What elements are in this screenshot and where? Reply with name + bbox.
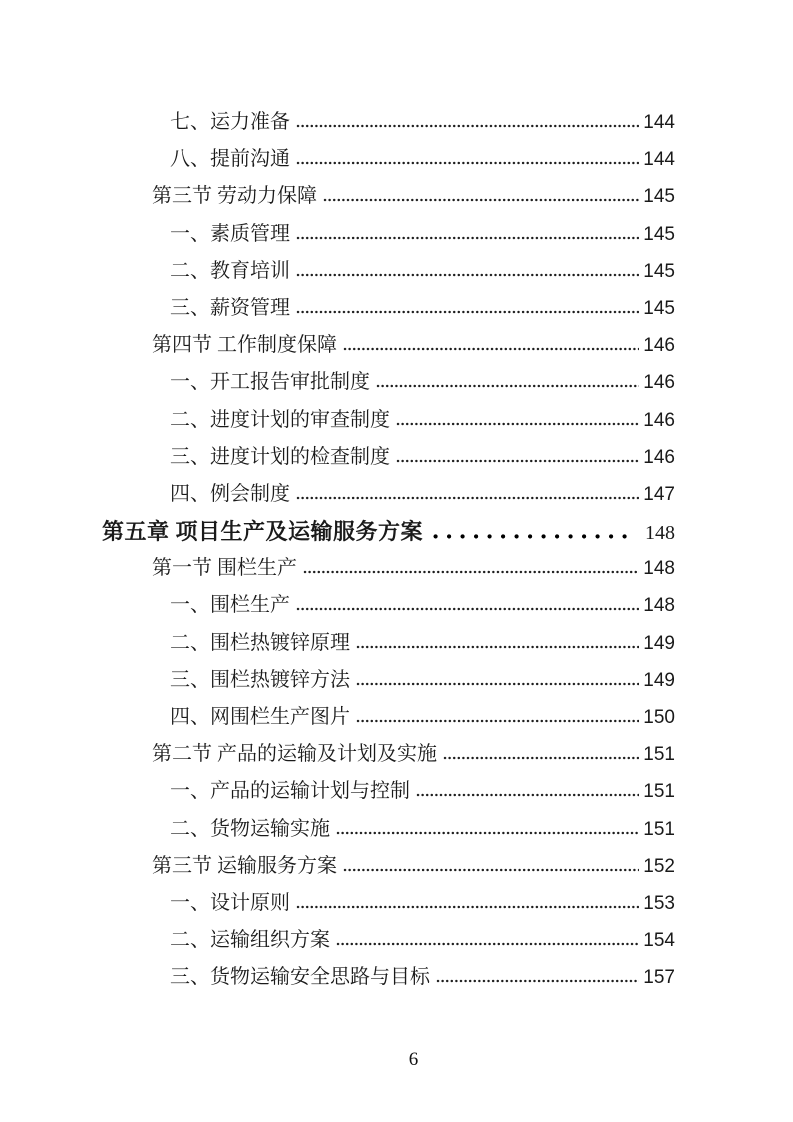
toc-entry-page-number: 152: [643, 855, 675, 877]
dot-leader: [356, 682, 639, 686]
toc-entry-item[interactable]: [102, 811, 675, 848]
toc-entry-page-number: 148: [643, 595, 675, 617]
dot-leader: [296, 905, 639, 909]
dot-leader: [336, 831, 639, 835]
toc-entry-section[interactable]: [102, 327, 675, 364]
toc-entry-page-number: 148: [643, 558, 675, 580]
toc-entry-page-number: 154: [643, 930, 675, 952]
toc-entry-label: 第五章 项目生产及运输服务方案: [102, 519, 424, 545]
toc-entry-label: 第三节 运输服务方案: [152, 854, 337, 877]
toc-entry-page-number: 144: [643, 112, 675, 133]
toc-entry-section[interactable]: [102, 736, 675, 773]
toc-entry-item[interactable]: [102, 662, 675, 699]
toc-entry-label: 第二节 产品的运输及计划及实施: [152, 743, 437, 766]
toc-entry-item[interactable]: [102, 587, 675, 624]
toc-entry-label: 一、围栏生产: [170, 594, 290, 617]
toc-entry-label: 八、提前沟通: [170, 148, 290, 171]
toc-entry-item[interactable]: [102, 699, 675, 736]
toc-entry-label: 三、进度计划的检查制度: [170, 445, 390, 468]
dot-leader: [296, 161, 639, 165]
toc-entry-label: 一、开工报告审批制度: [170, 371, 370, 394]
toc-entry-page-number: 145: [643, 223, 675, 245]
toc-entry-item[interactable]: [102, 922, 675, 959]
toc-entry-item[interactable]: [102, 253, 675, 290]
toc-entry-item[interactable]: [102, 141, 675, 178]
toc-entry-label: 第四节 工作制度保障: [152, 334, 337, 357]
toc-entry-item[interactable]: [102, 104, 675, 141]
toc-entry-page-number: 147: [643, 483, 675, 505]
dot-leader: [323, 198, 639, 202]
toc-entry-page-number: 145: [643, 297, 675, 319]
toc-entry-page-number: 146: [643, 409, 675, 431]
toc-entry-item[interactable]: [102, 625, 675, 662]
toc-entry-item[interactable]: [102, 476, 675, 513]
dot-leader: [433, 534, 633, 539]
toc-entry-page-number: 149: [643, 632, 675, 654]
toc-entry-page-number: 153: [643, 892, 675, 914]
dot-leader: [436, 979, 639, 983]
toc-entry-label: 三、薪资管理: [170, 296, 290, 319]
dot-leader: [296, 273, 639, 277]
toc-entry-label: 三、货物运输安全思路与目标: [170, 966, 430, 989]
toc-entry-page-number: 144: [643, 149, 675, 171]
toc-entry-label: 一、素质管理: [170, 222, 290, 245]
toc-entry-page-number: 146: [643, 446, 675, 468]
toc-entry-item[interactable]: [102, 773, 675, 810]
dot-leader: [443, 756, 639, 760]
toc-entry-label: 二、运输组织方案: [170, 929, 330, 952]
dot-leader: [343, 868, 639, 872]
toc-entry-label: 七、运力准备: [170, 111, 290, 133]
toc-entry-label: 第三节 劳动力保障: [152, 185, 317, 208]
toc-entry-page-number: 151: [643, 781, 675, 803]
dot-leader: [356, 645, 639, 649]
toc-entry-label: 三、围栏热镀锌方法: [170, 668, 350, 691]
toc-entry-page-number: 148: [645, 522, 675, 545]
toc-entry-label: 二、围栏热镀锌原理: [170, 631, 350, 654]
toc-entry-label: 一、产品的运输计划与控制: [170, 780, 410, 803]
toc-entry-item[interactable]: [102, 439, 675, 476]
dot-leader: [396, 422, 639, 426]
toc-entry-label: 第一节 围栏生产: [152, 557, 297, 580]
dot-leader: [296, 496, 639, 500]
toc-entry-item[interactable]: [102, 402, 675, 439]
dot-leader: [296, 607, 639, 611]
toc-entry-item[interactable]: [102, 216, 675, 253]
toc-entry-label: 二、教育培训: [170, 259, 290, 282]
dot-leader: [396, 459, 639, 463]
dot-leader: [336, 942, 639, 946]
dot-leader: [356, 719, 639, 723]
toc-entry-label: 二、进度计划的审查制度: [170, 408, 390, 431]
toc-entry-item[interactable]: [102, 885, 675, 922]
toc-entry-section[interactable]: [102, 550, 675, 587]
toc-entry-page-number: 157: [643, 967, 675, 989]
dot-leader: [296, 310, 639, 314]
toc-entry-item[interactable]: [102, 290, 675, 327]
toc-entry-chapter[interactable]: [102, 513, 675, 550]
toc-entry-section[interactable]: [102, 178, 675, 215]
toc-entry-page-number: 151: [643, 818, 675, 840]
toc-entry-page-number: 146: [643, 372, 675, 394]
toc-entry-page-number: 150: [643, 707, 675, 728]
toc-entry-page-number: 146: [643, 335, 675, 357]
toc-entry-page-number: 145: [643, 186, 675, 208]
toc-entry-label: 一、设计原则: [170, 891, 290, 914]
dot-leader: [303, 570, 639, 574]
toc-entry-item[interactable]: [102, 959, 675, 996]
toc-entry-page-number: 145: [643, 260, 675, 282]
footer-page-number: 6: [408, 1049, 419, 1070]
toc-entry-item[interactable]: [102, 364, 675, 401]
toc-entry-label: 二、货物运输实施: [170, 817, 330, 840]
dot-leader: [343, 347, 639, 351]
toc-entry-section[interactable]: [102, 848, 675, 885]
toc-entry-page-number: 149: [643, 669, 675, 691]
dot-leader: [376, 384, 639, 388]
table-of-contents: [102, 104, 675, 997]
toc-entry-label: 四、例会制度: [170, 482, 290, 505]
dot-leader: [296, 124, 639, 128]
toc-entry-page-number: 151: [643, 744, 675, 766]
dot-leader: [416, 793, 639, 797]
toc-entry-label: 四、网围栏生产图片: [170, 706, 350, 728]
dot-leader: [296, 236, 639, 240]
